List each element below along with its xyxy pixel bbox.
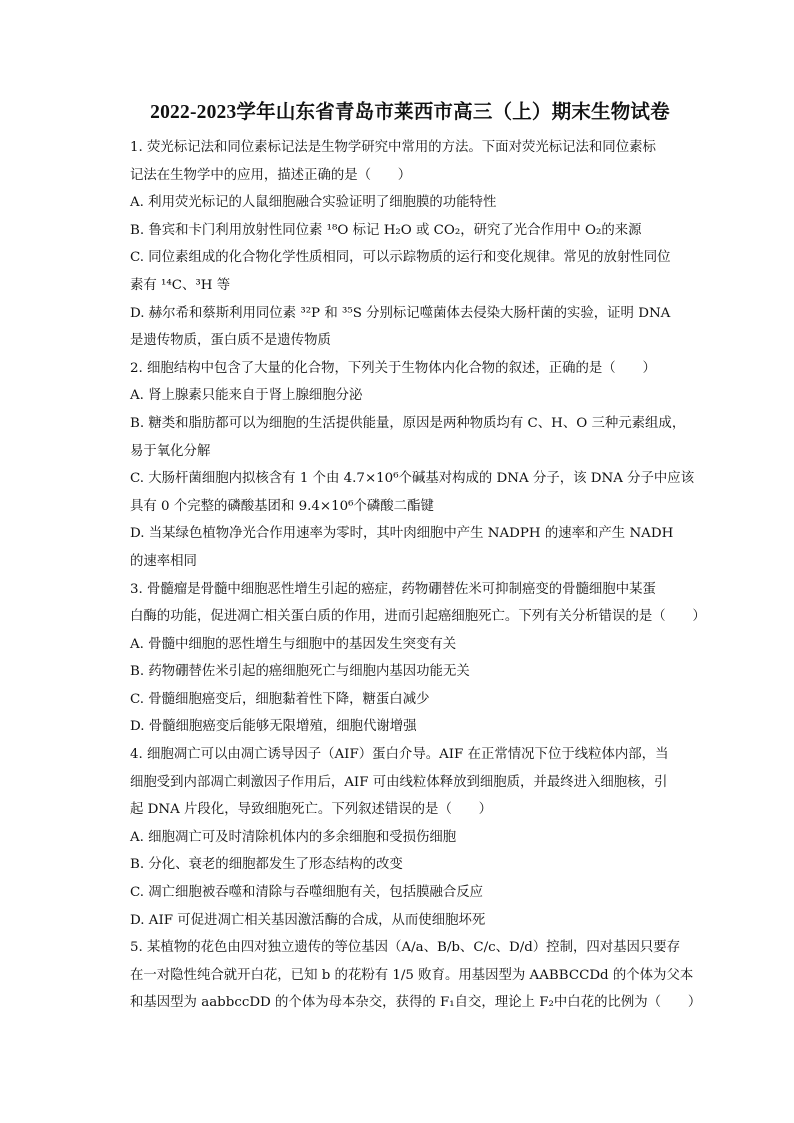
question-2 [130, 355, 695, 576]
question-1-stem-line-2: 记法在生物学中的应用，描述正确的是（ ） [130, 167, 412, 183]
question-1 [130, 134, 690, 355]
question-5-stem-line-1: 5. 某植物的花色由四对独立遗传的等位基因（A/a、B/b、C/c、D/d）控制，四对基因只要存 [130, 940, 681, 956]
question-4-option-d: D. AIF 可促进凋亡相关基因激活酶的合成，从而使细胞坏死 [130, 912, 486, 928]
document-page [130, 96, 706, 1017]
document-title: 2022-2023学年山东省青岛市莱西市高三（上）期末生物试卷 [150, 102, 670, 123]
question-3-stem-line-2: 白酶的功能，促进凋亡相关蛋白质的作用，进而引起癌细胞死亡。下列有关分析错误的是（ ） [130, 609, 706, 625]
question-3-option-b: B. 药物硼替佐米引起的癌细胞死亡与细胞内基因功能无关 [130, 664, 470, 680]
question-4-option-a: A. 细胞凋亡可及时清除机体内的多余细胞和受损伤细胞 [130, 829, 457, 845]
question-4-stem-line-1: 4. 细胞凋亡可以由凋亡诱导因子（AIF）蛋白介导。AIF 在正常情况下位于线粒体内部，当 [130, 747, 669, 763]
question-2-option-b-line-2: 易于氧化分解 [130, 443, 211, 459]
question-5-stem-line-2: 在一对隐性纯合就开白花，已知 b 的花粉有 1/5 败育。用基因型为 AABBCCDd 的个体为父本 [130, 967, 694, 983]
question-2-option-d-line-2: 的速率相同 [130, 553, 197, 569]
question-1-option-b: B. 鲁宾和卡门利用放射性同位素 ¹⁸O 标记 H₂O 或 CO₂，研究了光合作用中 O₂的来源 [130, 222, 642, 238]
question-1-option-a: A. 利用荧光标记的人鼠细胞融合实验证明了细胞膜的功能特性 [130, 195, 497, 211]
question-4-stem-line-2: 细胞受到内部凋亡刺激因子作用后，AIF 可由线粒体释放到细胞质，并最终进入细胞核，引 [130, 774, 668, 790]
question-2-option-c-line-1: C. 大肠杆菌细胞内拟核含有 1 个由 4.7×10⁶个碱基对构成的 DNA 分子，该 DNA 分子中应该 [130, 471, 695, 487]
question-4-option-c: C. 凋亡细胞被吞噬和清除与吞噬细胞有关，包括膜融合反应 [130, 885, 484, 901]
question-1-option-d-line-1: D. 赫尔希和蔡斯利用同位素 ³²P 和 ³⁵S 分别标记噬菌体去侵染大肠杆菌的实验，证明 DNA [130, 305, 671, 321]
question-2-stem: 2. 细胞结构中包含了大量的化合物，下列关于生物体内化合物的叙述，正确的是（ ） [130, 360, 656, 376]
question-2-option-a: A. 肾上腺素只能来自于肾上腺细胞分泌 [130, 388, 363, 404]
question-1-option-c-line-2: 素有 ¹⁴C、³H 等 [130, 277, 231, 293]
question-2-option-b-line-1: B. 糖类和脂肪都可以为细胞的生活提供能量，原因是两种物质均有 C、H、O 三种元素组成， [130, 415, 686, 431]
question-3-option-d: D. 骨髓细胞癌变后能够无限增殖，细胞代谢增强 [130, 719, 417, 735]
question-1-stem-line-1: 1. 荧光标记法和同位素标记法是生物学研究中常用的方法。下面对荧光标记法和同位素标 [130, 140, 656, 155]
question-4 [130, 741, 690, 934]
question-3 [130, 576, 706, 742]
question-4-option-b: B. 分化、衰老的细胞都发生了形态结构的改变 [130, 857, 403, 873]
question-5 [130, 934, 702, 1017]
question-2-option-c-line-2: 具有 0 个完整的磷酸基团和 9.4×10⁶个磷酸二酯键 [130, 498, 434, 514]
question-1-option-d-line-2: 是遗传物质，蛋白质不是遗传物质 [130, 333, 331, 349]
question-1-option-c-line-1: C. 同位素组成的化合物化学性质相同，可以示踪物质的运行和变化规律。常见的放射性同位 [130, 250, 671, 266]
question-3-stem-line-1: 3. 骨髓瘤是骨髓中细胞恶性增生引起的癌症，药物硼替佐米可抑制癌变的骨髓细胞中某蛋 [130, 581, 656, 597]
question-2-option-d-line-1: D. 当某绿色植物净光合作用速率为零时，其叶肉细胞中产生 NADPH 的速率和产生 NADH [130, 526, 674, 542]
question-3-option-c: C. 骨髓细胞癌变后，细胞黏着性下降，糖蛋白减少 [130, 691, 430, 707]
question-4-stem-line-3: 起 DNA 片段化，导致细胞死亡。下列叙述错误的是（ ） [130, 802, 493, 818]
question-3-option-a: A. 骨髓中细胞的恶性增生与细胞中的基因发生突变有关 [130, 636, 457, 652]
question-5-stem-line-3: 和基因型为 aabbccDD 的个体为母本杂交，获得的 F₁自交，理论上 F₂中白花的比例为（ ） [130, 995, 702, 1011]
